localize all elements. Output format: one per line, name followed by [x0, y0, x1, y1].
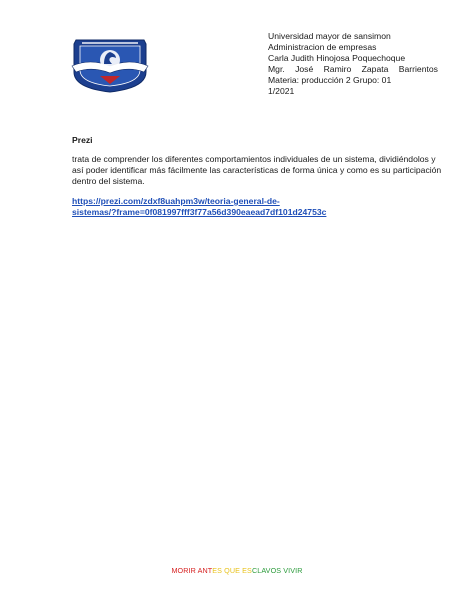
- advisor-word: Zapata: [361, 64, 389, 74]
- university-seal-logo: [70, 36, 150, 94]
- advisor-word: Barrientos: [398, 64, 438, 74]
- link-line[interactable]: https://prezi.com/zdxf8uahpm3w/teoria-general-de-: [72, 196, 280, 206]
- document-header: [268, 31, 438, 97]
- link-line[interactable]: sistemas/?frame=0f081997fff3f77a56d390eaead7df101d24753c: [72, 207, 327, 217]
- header-student-name: Carla Judith Hinojosa Poquechoque: [268, 53, 406, 63]
- motto-part-red: MORIR ANT: [171, 566, 213, 575]
- body-line: trata de comprender los diferentes comportamientos individuales de un sistema, dividiéndolos y: [72, 154, 436, 164]
- section-title: Prezi: [72, 135, 93, 145]
- motto-part-yellow: ES QUE ES: [212, 566, 252, 575]
- header-subject-group: Materia: producción 2 Grupo: 01: [268, 75, 392, 85]
- header-department: Administracion de empresas: [268, 42, 377, 52]
- advisor-word: Mgr.: [268, 64, 285, 74]
- body-line: dentro del sistema.: [72, 176, 145, 186]
- header-university: Universidad mayor de sansimon: [268, 31, 391, 41]
- footer-motto: [0, 566, 474, 575]
- header-term: 1/2021: [268, 86, 295, 96]
- advisor-word: José: [295, 64, 314, 74]
- advisor-word: Ramiro: [323, 64, 352, 74]
- body-line: así poder identificar más fácilmente las características de forma única y como es su participación: [72, 165, 442, 175]
- prezi-link[interactable]: [72, 196, 412, 218]
- section-body: [72, 154, 442, 187]
- motto-part-green: CLAVOS VIVIR: [251, 566, 303, 575]
- header-advisor: [268, 64, 438, 75]
